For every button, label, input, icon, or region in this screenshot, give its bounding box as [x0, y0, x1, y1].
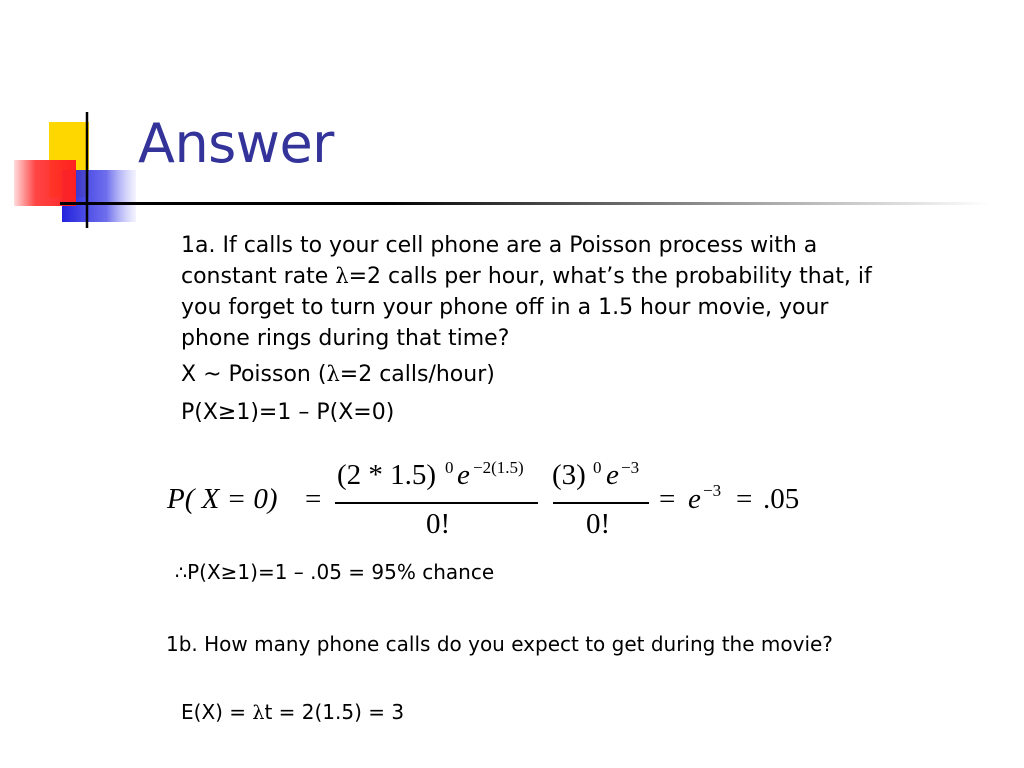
- fraction-2-denominator: 0!: [586, 508, 611, 540]
- question-1b: 1b. How many phone calls do you expect to get during the movie?: [166, 632, 833, 656]
- lambda-symbol: λ: [326, 362, 340, 386]
- equals-sign: =: [305, 483, 322, 515]
- result-e: e: [688, 483, 701, 515]
- fraction-1-e-exponent: −2(1.5): [473, 458, 524, 477]
- equation-lhs: P( X = 0): [167, 483, 278, 515]
- complement-line: P(X≥1)=1 – P(X=0): [181, 400, 395, 425]
- fraction-2-bar: [553, 502, 649, 504]
- fraction-1-bar: [335, 502, 538, 504]
- question-1a-line-4: phone rings during that time?: [181, 326, 510, 351]
- fraction-2-numerator: (3): [552, 459, 586, 491]
- fraction-2-e: e: [606, 459, 619, 491]
- distribution-end: =2 calls/hour): [339, 362, 495, 387]
- conclusion-text: P(X≥1)=1 – .05 = 95% chance: [187, 560, 495, 584]
- poisson-equation: [165, 450, 825, 550]
- question-1a-line-1: 1a. If calls to your cell phone are a Poisson process with a: [181, 233, 818, 258]
- fraction-1-e: e: [457, 459, 470, 491]
- equals-sign: =: [659, 483, 676, 515]
- fraction-2-e-exponent: −3: [621, 458, 640, 477]
- fraction-1-numerator: (2 * 1.5): [337, 459, 437, 491]
- slide-title: Answer: [138, 112, 334, 175]
- equation-result: .05: [763, 483, 800, 515]
- question-1a-line-2-start: constant rate: [181, 264, 336, 289]
- fraction-2-exponent: 0: [593, 458, 602, 477]
- question-1a-line-2-end: =2 calls per hour, what’s the probability that, if: [348, 264, 872, 289]
- result-e-exponent: −3: [703, 481, 722, 500]
- equals-sign: =: [736, 483, 753, 515]
- red-square: [14, 160, 76, 206]
- fraction-1-denominator: 0!: [426, 508, 451, 540]
- title-underline: [60, 202, 990, 205]
- therefore-symbol: ∴: [175, 562, 188, 584]
- lambda-symbol: λ: [335, 264, 349, 288]
- lambda-symbol: λ: [252, 702, 265, 724]
- question-1a-line-2: [181, 261, 872, 292]
- conclusion-line: [175, 560, 494, 584]
- fraction-1-exponent: 0: [445, 458, 454, 477]
- distribution-line: [181, 362, 495, 387]
- expectation-end: t = 2(1.5) = 3: [264, 700, 405, 724]
- distribution-start: X ~ Poisson (: [181, 362, 327, 387]
- expectation-start: E(X) =: [181, 700, 253, 724]
- question-1a-line-3: you forget to turn your phone off in a 1.5 hour movie, your: [181, 295, 829, 320]
- question-1a: [181, 230, 872, 354]
- expectation-line: [181, 700, 404, 724]
